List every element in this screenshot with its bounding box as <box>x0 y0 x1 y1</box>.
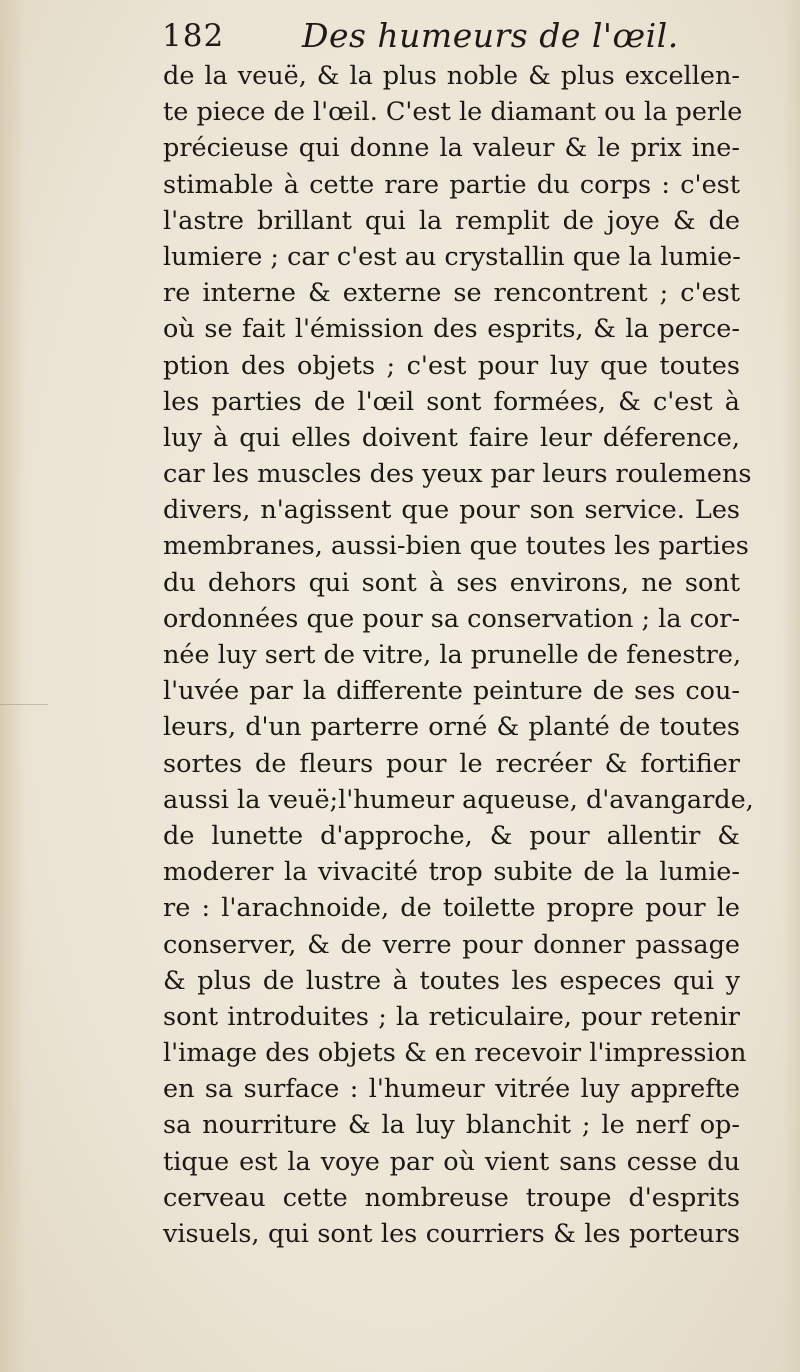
text-line: en sa surface : l'humeur vitrée luy apprefte <box>163 1074 740 1105</box>
page-crease <box>0 704 48 705</box>
text-line: l'uvée par la differente peinture de ses cou- <box>163 676 740 707</box>
text-line: où se fait l'émission des esprits, & la perce- <box>163 314 740 345</box>
text-line: membranes, aussi-bien que toutes les parties <box>163 531 749 562</box>
text-line: du dehors qui sont à ses environs, ne sont <box>163 567 740 598</box>
text-line: de lunette d'approche, & pour allentir & <box>163 820 740 851</box>
text-line: car les muscles des yeux par leurs roulemens <box>163 459 752 490</box>
text-line: l'astre brillant qui la remplit de joye & de <box>163 205 740 236</box>
text-line: tique est la voye par où vient sans cesse du <box>163 1146 740 1177</box>
text-line: visuels, qui sont les courriers & les porteurs <box>163 1219 740 1249</box>
text-line: lumiere ; car c'est au crystallin que la lumie- <box>163 241 741 272</box>
text-line: de la veuë, & la plus noble & plus excellen- <box>163 61 740 91</box>
text-line: re : l'arachnoide, de toilette propre pour le <box>163 893 740 924</box>
text-line: ption des objets ; c'est pour luy que toutes <box>163 350 740 381</box>
text-line: stimable à cette rare partie du corps : c'est <box>163 169 740 200</box>
text-line: sa nourriture & la luy blanchit ; le nerf op- <box>163 1110 740 1141</box>
text-line: luy à qui elles doivent faire leur déference, <box>163 422 740 453</box>
text-line: aussi la veuë;l'humeur aqueuse, d'avangarde, <box>163 784 754 815</box>
text-line: te piece de l'œil. C'est le diamant ou la perle <box>163 97 743 128</box>
text-line: re interne & externe se rencontrent ; c'est <box>163 278 740 309</box>
text-line: & plus de lustre à toutes les especes qui y <box>163 965 740 996</box>
text-line: sortes de fleurs pour le recréer & fortifier <box>163 748 740 779</box>
running-title: Des humeurs de l'œil. <box>302 16 679 55</box>
text-line: née luy sert de vitre, la prunelle de fenestre, <box>163 640 742 670</box>
text-line: l'image des objets & en recevoir l'impression <box>163 1038 747 1069</box>
text-line: ordonnées que pour sa conservation ; la cor- <box>163 603 741 634</box>
text-line: précieuse qui donne la valeur & le prix ine- <box>163 133 740 164</box>
text-line: moderer la vivacité trop subite de la lumie- <box>163 857 740 888</box>
page-number: 182 <box>162 18 225 54</box>
text-line: leurs, d'un parterre orné & planté de toutes <box>163 712 740 743</box>
text-line: divers, n'agissent que pour son service. Les <box>163 495 740 526</box>
text-line: les parties de l'œil sont formées, & c'est à <box>163 386 740 417</box>
body-text <box>163 58 754 1252</box>
running-head <box>162 16 722 62</box>
text-line: conserver, & de verre pour donner passage <box>163 929 740 960</box>
text-line: sont introduites ; la reticulaire, pour retenir <box>163 1001 740 1032</box>
text-line: cerveau cette nombreuse troupe d'esprits <box>163 1182 740 1213</box>
